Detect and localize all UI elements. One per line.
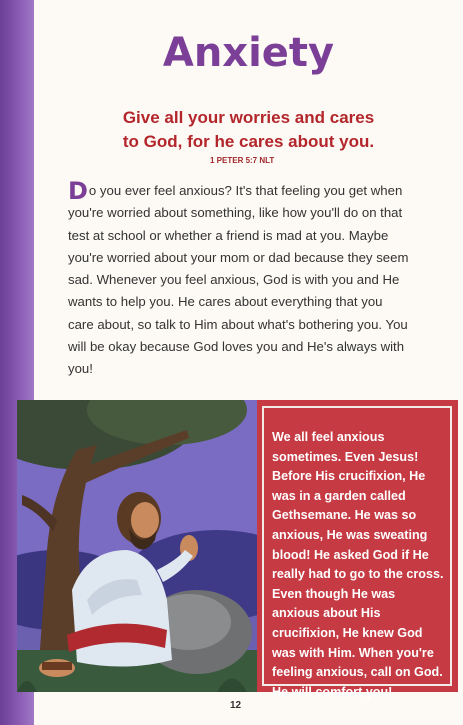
verse-line-1: Give all your worries and cares	[122, 108, 375, 127]
page-number: 12	[230, 700, 242, 711]
gethsemane-illustration	[17, 400, 257, 692]
body-paragraph	[68, 177, 410, 381]
drop-cap: D	[68, 177, 88, 205]
callout-text: We all feel anxious sometimes. Even Jesus! Before His crucifixion, He was in a garden called Gethsemane. He was so anxious, He was sweating blood! He asked God if He really had to go to the cross. Even though He was anxious about His crucifixion, He knew God was with Him. When you're feeling anxious, call on God. He will comfort you!	[272, 430, 444, 699]
jesus-praying-image	[17, 400, 257, 692]
body-text: o you ever feel anxious? It's that feeling you get when you're worried about something, like how you'll do on that test at school or whether a friend is mad at you. Maybe you're worried about your mom or dad because they seem sad. Whenever you feel anxious, God is with you and He wants to help you. He cares about everything that you care about, so talk to Him about what's bothering you. You will be okay because God loves you and He's always with you!	[68, 183, 409, 377]
verse-reference: 1 PETER 5:7 NLT	[210, 156, 275, 165]
page-title: Anxiety	[162, 30, 335, 76]
bible-verse	[34, 106, 463, 154]
verse-line-2: to God, for he cares about you.	[122, 132, 375, 151]
